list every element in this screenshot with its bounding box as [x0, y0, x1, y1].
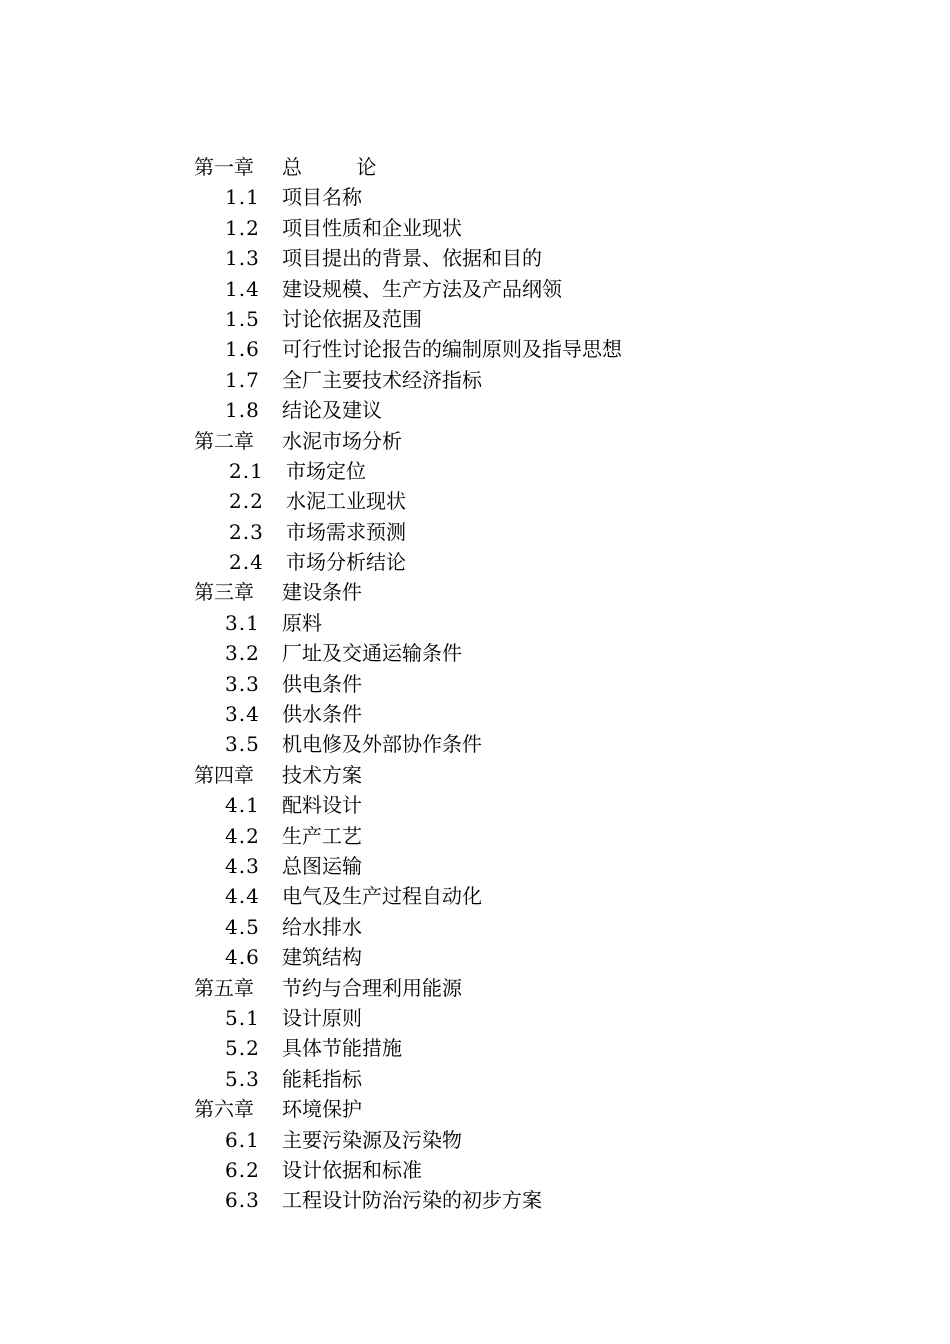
section-title: 供水条件: [282, 702, 362, 727]
toc-section-row: [194, 942, 894, 972]
section-number: 1.6: [225, 337, 260, 362]
section-number: 6.2: [225, 1157, 260, 1182]
section-number: 1.5: [225, 306, 260, 331]
section-number: 3.5: [225, 732, 260, 757]
section-title: 水泥工业现状: [286, 489, 406, 514]
section-title: 建设规模、生产方法及产品纲领: [282, 276, 562, 301]
toc-chapter-row: [194, 1094, 894, 1124]
section-title: 项目性质和企业现状: [282, 215, 462, 240]
section-number: 2.1: [229, 458, 264, 483]
toc-section-row: [194, 851, 894, 881]
toc-section-row: [194, 182, 894, 212]
toc-section-row: [194, 304, 894, 334]
toc-section-row: [194, 1185, 894, 1215]
chapter-number: 第一章: [194, 155, 254, 179]
table-of-contents: [194, 152, 894, 1216]
toc-section-row: [194, 881, 894, 911]
toc-section-row: [194, 608, 894, 638]
section-number: 1.8: [225, 398, 260, 423]
section-title: 结论及建议: [282, 398, 382, 423]
section-number: 4.1: [225, 793, 260, 818]
section-title: 能耗指标: [282, 1066, 362, 1091]
section-number: 4.6: [225, 945, 260, 970]
chapter-title: 节约与合理利用能源: [282, 975, 462, 1000]
section-number: 1.2: [225, 215, 260, 240]
section-number: 2.2: [229, 489, 264, 514]
chapter-number: 第六章: [194, 1097, 254, 1122]
section-title: 给水排水: [282, 914, 362, 939]
section-title: 项目提出的背景、依据和目的: [282, 246, 542, 271]
chapter-number: 第三章: [194, 580, 254, 605]
section-number: 3.2: [225, 641, 260, 666]
toc-section-row: [194, 1033, 894, 1063]
section-title: 厂址及交通运输条件: [282, 641, 462, 666]
section-title: 市场需求预测: [286, 519, 406, 544]
section-number: 4.5: [225, 914, 260, 939]
section-title: 供电条件: [282, 671, 362, 696]
toc-section-row: [194, 456, 894, 486]
toc-section-row: [194, 395, 894, 425]
section-title: 全厂主要技术经济指标: [282, 367, 482, 392]
toc-section-row: [194, 334, 894, 364]
toc-section-row: [194, 517, 894, 547]
section-number: 4.2: [225, 823, 260, 848]
toc-chapter-row: [194, 577, 894, 607]
section-title: 生产工艺: [282, 823, 362, 848]
toc-section-row: [194, 821, 894, 851]
toc-section-row: [194, 912, 894, 942]
chapter-title: 水泥市场分析: [282, 428, 402, 453]
section-title: 机电修及外部协作条件: [282, 732, 482, 757]
toc-section-row: [194, 638, 894, 668]
section-title: 讨论依据及范围: [282, 306, 422, 331]
chapter-number: 第五章: [194, 975, 254, 1000]
section-title: 建筑结构: [282, 945, 362, 970]
toc-chapter-row: [194, 426, 894, 456]
section-number: 4.4: [225, 884, 260, 909]
toc-section-row: [194, 729, 894, 759]
section-number: 3.3: [225, 671, 260, 696]
toc-chapter-row: [194, 760, 894, 790]
toc-section-row: [194, 699, 894, 729]
section-title: 主要污染源及污染物: [282, 1127, 462, 1152]
section-title: 具体节能措施: [282, 1036, 402, 1061]
section-title: 总图运输: [282, 853, 362, 878]
section-title: 可行性讨论报告的编制原则及指导思想: [282, 337, 622, 362]
toc-chapter-row: [194, 152, 894, 182]
chapter-title: 建设条件: [282, 580, 362, 605]
chapter-number: 第二章: [194, 428, 254, 453]
section-number: 1.4: [225, 276, 260, 301]
toc-section-row: [194, 1003, 894, 1033]
toc-section-row: [194, 1155, 894, 1185]
chapter-number: 第四章: [194, 762, 254, 787]
toc-section-row: [194, 547, 894, 577]
section-title: 市场分析结论: [286, 550, 406, 575]
section-title: 设计原则: [282, 1005, 362, 1030]
section-number: 5.3: [225, 1066, 260, 1091]
toc-chapter-row: [194, 973, 894, 1003]
chapter-title: 技术方案: [282, 762, 362, 787]
toc-section-row: [194, 243, 894, 273]
toc-section-row: [194, 1064, 894, 1094]
section-number: 5.1: [225, 1005, 260, 1030]
section-title: 工程设计防治污染的初步方案: [282, 1188, 542, 1213]
section-number: 2.3: [229, 519, 264, 544]
toc-section-row: [194, 790, 894, 820]
section-number: 6.1: [225, 1127, 260, 1152]
chapter-title: 总 论: [282, 155, 401, 179]
section-title: 电气及生产过程自动化: [282, 884, 482, 909]
section-number: 1.7: [225, 367, 260, 392]
section-number: 4.3: [225, 853, 260, 878]
section-number: 6.3: [225, 1188, 260, 1213]
section-title: 原料: [282, 610, 322, 635]
section-number: 3.4: [225, 702, 260, 727]
toc-section-row: [194, 213, 894, 243]
toc-section-row: [194, 1125, 894, 1155]
section-title: 设计依据和标准: [282, 1157, 422, 1182]
section-number: 2.4: [229, 550, 264, 575]
toc-section-row: [194, 486, 894, 516]
chapter-title: 环境保护: [282, 1097, 362, 1122]
section-number: 3.1: [225, 610, 260, 635]
section-title: 配料设计: [282, 793, 362, 818]
section-number: 1.1: [225, 185, 260, 210]
section-title: 市场定位: [286, 458, 366, 483]
toc-section-row: [194, 669, 894, 699]
toc-section-row: [194, 365, 894, 395]
section-title: 项目名称: [282, 185, 362, 210]
section-number: 5.2: [225, 1036, 260, 1061]
section-number: 1.3: [225, 246, 260, 271]
toc-section-row: [194, 274, 894, 304]
